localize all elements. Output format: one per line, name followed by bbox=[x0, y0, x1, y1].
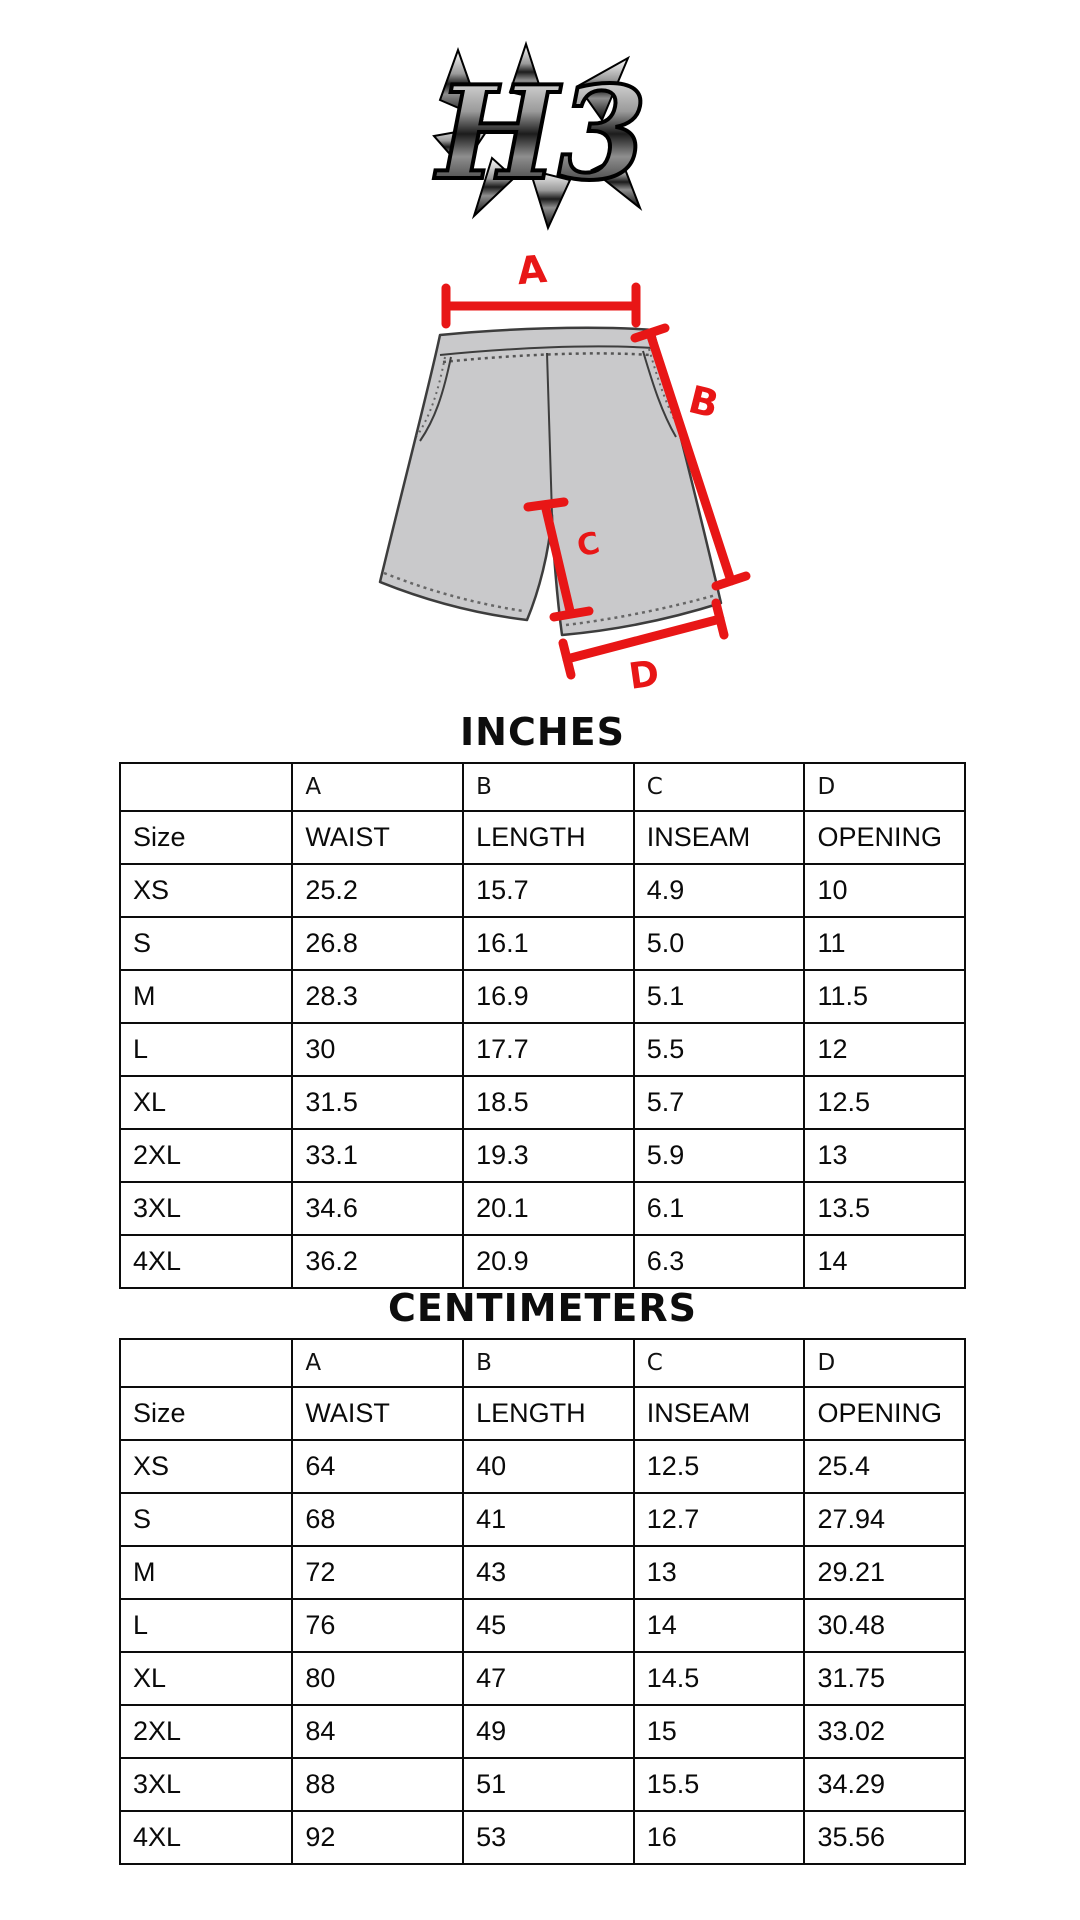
size-data-cell: 25.2 bbox=[292, 864, 463, 917]
size-data-cell: 29.21 bbox=[804, 1546, 965, 1599]
measure-b-tick-bottom bbox=[716, 576, 746, 586]
column-header-cell: WAIST bbox=[292, 811, 463, 864]
column-letter-cell: A bbox=[292, 763, 463, 811]
size-data-cell: 4XL bbox=[120, 1235, 292, 1288]
size-data-cell: 36.2 bbox=[292, 1235, 463, 1288]
column-letter-cell: C bbox=[634, 1339, 805, 1387]
size-data-cell: 34.29 bbox=[804, 1758, 965, 1811]
column-letter-cell: D bbox=[804, 1339, 965, 1387]
size-data-cell: 72 bbox=[292, 1546, 463, 1599]
size-data-cell: XS bbox=[120, 1440, 292, 1493]
size-data-cell: 13 bbox=[634, 1546, 805, 1599]
size-data-cell: 5.5 bbox=[634, 1023, 805, 1076]
size-data-cell: 6.3 bbox=[634, 1235, 805, 1288]
size-data-cell: 14 bbox=[804, 1235, 965, 1288]
size-data-cell: 53 bbox=[463, 1811, 634, 1864]
size-data-row bbox=[120, 1599, 965, 1652]
size-data-cell: 3XL bbox=[120, 1758, 292, 1811]
column-header-cell: Size bbox=[120, 1387, 292, 1440]
size-data-cell: 76 bbox=[292, 1599, 463, 1652]
size-data-row bbox=[120, 1440, 965, 1493]
size-data-row bbox=[120, 1758, 965, 1811]
size-data-cell: 17.7 bbox=[463, 1023, 634, 1076]
size-data-row bbox=[120, 1652, 965, 1705]
size-data-cell: 12.7 bbox=[634, 1493, 805, 1546]
size-data-cell: 25.4 bbox=[804, 1440, 965, 1493]
size-data-cell: 12 bbox=[804, 1023, 965, 1076]
size-data-cell: 16.1 bbox=[463, 917, 634, 970]
size-data-cell: XL bbox=[120, 1652, 292, 1705]
size-data-cell: 10 bbox=[804, 864, 965, 917]
shorts-diagram-graphic bbox=[360, 243, 760, 698]
size-data-cell: 88 bbox=[292, 1758, 463, 1811]
column-header-cell: LENGTH bbox=[463, 811, 634, 864]
size-data-cell: XL bbox=[120, 1076, 292, 1129]
measure-c-tick-top bbox=[528, 502, 564, 507]
column-letter-cell: A bbox=[292, 1339, 463, 1387]
size-data-cell: 28.3 bbox=[292, 970, 463, 1023]
size-data-cell: 20.9 bbox=[463, 1235, 634, 1288]
measure-d-label: D bbox=[626, 653, 662, 698]
column-header-row bbox=[120, 1387, 965, 1440]
size-data-cell: 49 bbox=[463, 1705, 634, 1758]
size-data-cell: 20.1 bbox=[463, 1182, 634, 1235]
inches-title: INCHES bbox=[460, 710, 625, 754]
size-data-cell: 15.7 bbox=[463, 864, 634, 917]
size-data-cell: 12.5 bbox=[634, 1440, 805, 1493]
measure-a-label: A bbox=[515, 246, 549, 294]
size-data-row bbox=[120, 1235, 965, 1288]
column-header-cell: WAIST bbox=[292, 1387, 463, 1440]
column-header-cell: LENGTH bbox=[463, 1387, 634, 1440]
size-data-cell: 5.9 bbox=[634, 1129, 805, 1182]
size-data-row bbox=[120, 1811, 965, 1864]
column-letter-cell: D bbox=[804, 763, 965, 811]
column-letter-cell: C bbox=[634, 763, 805, 811]
size-data-cell: 45 bbox=[463, 1599, 634, 1652]
h3-logo-icon bbox=[430, 38, 650, 233]
column-header-cell: Size bbox=[120, 811, 292, 864]
logo-text: H3 bbox=[437, 59, 647, 209]
size-data-cell: 4XL bbox=[120, 1811, 292, 1864]
size-data-cell: 15.5 bbox=[634, 1758, 805, 1811]
size-data-row bbox=[120, 1182, 965, 1235]
size-data-cell: 64 bbox=[292, 1440, 463, 1493]
size-data-cell: 35.56 bbox=[804, 1811, 965, 1864]
size-data-cell: 68 bbox=[292, 1493, 463, 1546]
measure-d-tick-left bbox=[563, 643, 571, 675]
size-data-cell: 18.5 bbox=[463, 1076, 634, 1129]
size-data-cell: M bbox=[120, 970, 292, 1023]
size-data-cell: 30 bbox=[292, 1023, 463, 1076]
column-header-cell: OPENING bbox=[804, 811, 965, 864]
size-data-cell: L bbox=[120, 1023, 292, 1076]
size-data-cell: 47 bbox=[463, 1652, 634, 1705]
measure-c-tick-bottom bbox=[554, 611, 589, 617]
size-data-row bbox=[120, 1076, 965, 1129]
size-data-cell: 19.3 bbox=[463, 1129, 634, 1182]
size-data-cell: 11 bbox=[804, 917, 965, 970]
size-data-cell: 2XL bbox=[120, 1705, 292, 1758]
size-data-cell: M bbox=[120, 1546, 292, 1599]
size-data-row bbox=[120, 1546, 965, 1599]
size-data-cell: 30.48 bbox=[804, 1599, 965, 1652]
size-data-cell: 43 bbox=[463, 1546, 634, 1599]
brand-logo bbox=[430, 38, 650, 233]
size-data-cell: 15 bbox=[634, 1705, 805, 1758]
size-data-cell: XS bbox=[120, 864, 292, 917]
size-data-cell: 16 bbox=[634, 1811, 805, 1864]
column-letter-cell: B bbox=[463, 1339, 634, 1387]
size-data-cell: 5.1 bbox=[634, 970, 805, 1023]
shorts-measurement-diagram bbox=[360, 243, 760, 698]
column-header-cell: INSEAM bbox=[634, 1387, 805, 1440]
column-header-cell: INSEAM bbox=[634, 811, 805, 864]
size-data-cell: 13 bbox=[804, 1129, 965, 1182]
size-data-cell: 40 bbox=[463, 1440, 634, 1493]
size-data-cell: 6.1 bbox=[634, 1182, 805, 1235]
centimeters-title: CENTIMETERS bbox=[388, 1286, 697, 1330]
centimeters-table bbox=[119, 1338, 966, 1865]
column-header-cell: OPENING bbox=[804, 1387, 965, 1440]
size-data-cell: 14.5 bbox=[634, 1652, 805, 1705]
size-data-cell: 3XL bbox=[120, 1182, 292, 1235]
column-letter-row bbox=[120, 1339, 965, 1387]
size-data-row bbox=[120, 1129, 965, 1182]
size-data-cell: 11.5 bbox=[804, 970, 965, 1023]
measure-d-tick-right bbox=[716, 603, 724, 635]
size-data-cell: L bbox=[120, 1599, 292, 1652]
size-data-cell: 92 bbox=[292, 1811, 463, 1864]
size-data-cell: 13.5 bbox=[804, 1182, 965, 1235]
size-data-cell: S bbox=[120, 917, 292, 970]
size-data-row bbox=[120, 864, 965, 917]
size-data-cell: 2XL bbox=[120, 1129, 292, 1182]
inches-table bbox=[119, 762, 966, 1289]
size-data-cell: 84 bbox=[292, 1705, 463, 1758]
size-data-cell: 80 bbox=[292, 1652, 463, 1705]
size-data-cell: 27.94 bbox=[804, 1493, 965, 1546]
size-data-row bbox=[120, 1023, 965, 1076]
size-data-cell: 41 bbox=[463, 1493, 634, 1546]
size-data-cell: 51 bbox=[463, 1758, 634, 1811]
size-data-cell: 12.5 bbox=[804, 1076, 965, 1129]
size-data-cell: 34.6 bbox=[292, 1182, 463, 1235]
size-data-cell: 31.75 bbox=[804, 1652, 965, 1705]
column-letter-cell bbox=[120, 763, 292, 811]
measure-b-label: B bbox=[684, 377, 724, 427]
size-data-row bbox=[120, 917, 965, 970]
size-data-cell: 14 bbox=[634, 1599, 805, 1652]
column-letter-row bbox=[120, 763, 965, 811]
size-data-row bbox=[120, 970, 965, 1023]
size-data-cell: 31.5 bbox=[292, 1076, 463, 1129]
column-header-row bbox=[120, 811, 965, 864]
size-data-cell: 16.9 bbox=[463, 970, 634, 1023]
size-data-cell: 4.9 bbox=[634, 864, 805, 917]
measure-c-label: C bbox=[574, 525, 603, 565]
size-data-cell: 33.02 bbox=[804, 1705, 965, 1758]
column-letter-cell: B bbox=[463, 763, 634, 811]
size-data-cell: 33.1 bbox=[292, 1129, 463, 1182]
size-data-cell: S bbox=[120, 1493, 292, 1546]
size-data-cell: 5.7 bbox=[634, 1076, 805, 1129]
size-data-row bbox=[120, 1493, 965, 1546]
column-letter-cell bbox=[120, 1339, 292, 1387]
size-data-cell: 26.8 bbox=[292, 917, 463, 970]
size-data-row bbox=[120, 1705, 965, 1758]
size-data-cell: 5.0 bbox=[634, 917, 805, 970]
